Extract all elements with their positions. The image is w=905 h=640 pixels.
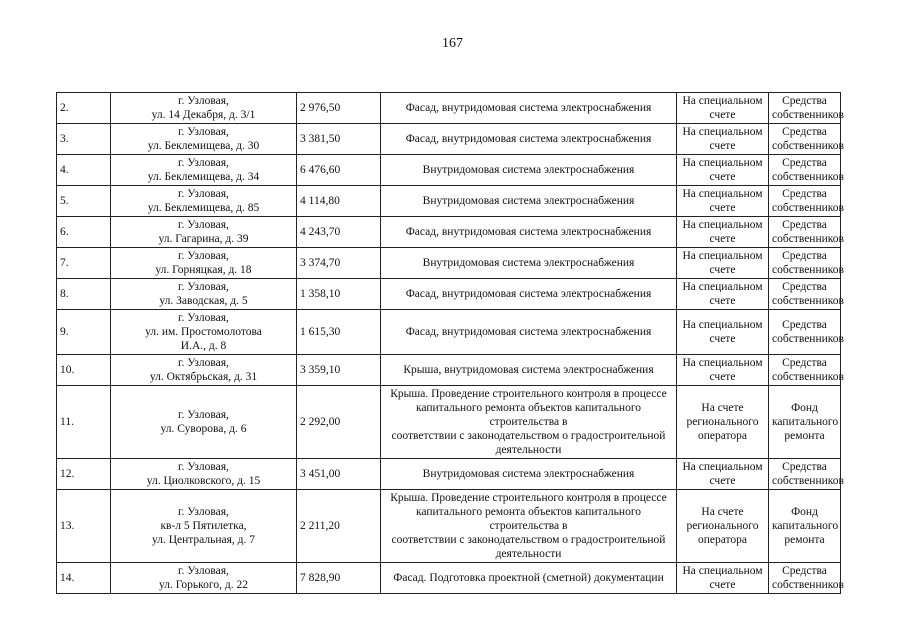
work-type-cell-line: капитального ремонта объектов капитального строительства в <box>415 402 641 428</box>
funding-source-cell <box>769 563 844 594</box>
funding-source-cell-line: Средства <box>782 565 827 577</box>
work-type-cell <box>381 186 677 217</box>
work-type-cell <box>381 217 677 248</box>
address-cell-line: ул. им. Простомолотова <box>145 326 262 338</box>
work-type-cell-line: соответствии с законодательством о градостроительной <box>391 534 666 546</box>
row-number: 4. <box>57 155 111 186</box>
table-row <box>57 279 841 310</box>
row-number: 6. <box>57 217 111 248</box>
work-type-cell-line: Внутридомовая система электроснабжения <box>422 468 635 480</box>
account-cell-line: На специальном <box>682 95 763 107</box>
funding-source-cell <box>769 248 844 279</box>
funding-source-cell <box>769 93 844 124</box>
address-cell-line: г. Узловая, <box>178 312 229 324</box>
account-cell-line: счете <box>709 109 736 121</box>
account-cell <box>677 310 769 355</box>
table-row <box>57 355 841 386</box>
funding-source-cell-line: Средства <box>782 250 827 262</box>
area-cell: 2 292,00 <box>297 386 381 459</box>
table-row <box>57 310 841 355</box>
funding-source-cell-line: собственников <box>772 171 844 183</box>
funding-source-cell-line: ремонта <box>784 534 825 546</box>
table-row <box>57 386 841 459</box>
account-cell <box>677 248 769 279</box>
funding-source-cell-line: Средства <box>782 281 827 293</box>
work-type-cell <box>381 93 677 124</box>
account-cell-line: регионального <box>686 416 759 428</box>
area-cell: 3 451,00 <box>297 459 381 490</box>
address-cell-line: ул. Беклемищева, д. 85 <box>147 202 260 214</box>
area-cell: 3 374,70 <box>297 248 381 279</box>
account-cell <box>677 155 769 186</box>
work-type-cell <box>381 459 677 490</box>
address-cell-line: ул. Гагарина, д. 39 <box>158 233 249 245</box>
address-cell <box>111 155 297 186</box>
account-cell-line: счете <box>709 233 736 245</box>
row-number: 2. <box>57 93 111 124</box>
address-cell-line: г. Узловая, <box>178 461 229 473</box>
account-cell-line: регионального <box>686 520 759 532</box>
account-cell-line: оператора <box>697 430 748 442</box>
account-cell-line: На счете <box>701 506 744 518</box>
address-cell <box>111 459 297 490</box>
address-cell-line: г. Узловая, <box>178 409 229 421</box>
work-type-cell-line: Фасад, внутридомовая система электроснабжения <box>405 133 652 145</box>
funding-source-cell-line: собственников <box>772 295 844 307</box>
account-cell-line: На специальном <box>682 319 763 331</box>
area-cell: 6 476,60 <box>297 155 381 186</box>
funding-source-cell-line: капитального <box>772 520 839 532</box>
work-type-cell <box>381 563 677 594</box>
account-cell <box>677 217 769 248</box>
work-type-cell-line: Крыша. Проведение строительного контроля в процессе <box>390 492 667 504</box>
funding-source-cell-line: Средства <box>782 188 827 200</box>
funding-source-cell-line: собственников <box>772 475 844 487</box>
account-cell-line: счете <box>709 295 736 307</box>
funding-source-cell <box>769 155 844 186</box>
account-cell <box>677 386 769 459</box>
account-cell-line: счете <box>709 202 736 214</box>
address-cell-line: г. Узловая, <box>178 95 229 107</box>
address-cell-line: ул. Центральная, д. 7 <box>151 534 256 546</box>
account-cell <box>677 459 769 490</box>
work-type-cell <box>381 355 677 386</box>
row-number: 12. <box>57 459 111 490</box>
address-cell-line: г. Узловая, <box>178 219 229 231</box>
address-cell-line: ул. Суворова, д. 6 <box>160 423 247 435</box>
funding-source-cell-line: собственников <box>772 202 844 214</box>
work-type-cell-line: Фасад, внутридомовая система электроснабжения <box>405 326 652 338</box>
work-type-cell-line: Внутридомовая система электроснабжения <box>422 164 635 176</box>
address-cell <box>111 310 297 355</box>
account-cell-line: счете <box>709 333 736 345</box>
address-cell-line: г. Узловая, <box>178 157 229 169</box>
funding-source-cell-line: собственников <box>772 333 844 345</box>
work-type-cell <box>381 248 677 279</box>
account-cell <box>677 124 769 155</box>
account-cell-line: На специальном <box>682 357 763 369</box>
funding-source-cell-line: собственников <box>772 264 844 276</box>
area-cell: 2 976,50 <box>297 93 381 124</box>
work-type-cell-line: деятельности <box>495 444 562 456</box>
address-cell-line: г. Узловая, <box>178 188 229 200</box>
address-cell-line: ул. Горького, д. 22 <box>159 579 248 591</box>
funding-source-cell-line: Средства <box>782 357 827 369</box>
work-type-cell <box>381 490 677 563</box>
table-row <box>57 563 841 594</box>
account-cell <box>677 563 769 594</box>
address-cell-line: ул. Заводская, д. 5 <box>159 295 248 307</box>
table-row <box>57 248 841 279</box>
work-type-cell-line: Фасад, внутридомовая система электроснабжения <box>405 226 652 238</box>
table-row <box>57 93 841 124</box>
work-type-cell <box>381 279 677 310</box>
area-cell: 7 828,90 <box>297 563 381 594</box>
work-type-cell-line: соответствии с законодательством о градостроительной <box>391 430 666 442</box>
address-cell <box>111 186 297 217</box>
address-cell-line: ул. Циолковского, д. 15 <box>146 475 261 487</box>
area-cell: 4 243,70 <box>297 217 381 248</box>
funding-source-cell-line: Средства <box>782 461 827 473</box>
row-number: 8. <box>57 279 111 310</box>
account-cell-line: На специальном <box>682 565 763 577</box>
account-cell-line: На специальном <box>682 281 763 293</box>
row-number: 3. <box>57 124 111 155</box>
funding-source-cell-line: собственников <box>772 579 844 591</box>
funding-source-cell <box>769 279 844 310</box>
address-cell-line: г. Узловая, <box>178 506 229 518</box>
address-cell <box>111 248 297 279</box>
table-row <box>57 186 841 217</box>
work-type-cell <box>381 124 677 155</box>
account-cell-line: На специальном <box>682 126 763 138</box>
work-type-cell-line: Фасад, внутридомовая система электроснабжения <box>405 102 652 114</box>
row-number: 9. <box>57 310 111 355</box>
account-cell-line: счете <box>709 579 736 591</box>
work-type-cell-line: Внутридомовая система электроснабжения <box>422 195 635 207</box>
account-cell-line: На специальном <box>682 219 763 231</box>
account-cell-line: На специальном <box>682 461 763 473</box>
area-cell: 2 211,20 <box>297 490 381 563</box>
row-number: 14. <box>57 563 111 594</box>
address-cell-line: кв-л 5 Пятилетка, <box>160 520 247 532</box>
repair-plan-table <box>56 92 844 594</box>
work-type-cell-line: Фасад, внутридомовая система электроснабжения <box>405 288 652 300</box>
funding-source-cell-line: собственников <box>772 140 844 152</box>
page-number: 167 <box>442 36 463 51</box>
account-cell-line: счете <box>709 264 736 276</box>
account-cell <box>677 186 769 217</box>
address-cell <box>111 355 297 386</box>
table-row <box>57 155 841 186</box>
account-cell <box>677 279 769 310</box>
funding-source-cell-line: Средства <box>782 157 827 169</box>
account-cell-line: счете <box>709 171 736 183</box>
row-number: 5. <box>57 186 111 217</box>
funding-source-cell <box>769 310 844 355</box>
area-cell: 1 615,30 <box>297 310 381 355</box>
funding-source-cell-line: ремонта <box>784 430 825 442</box>
area-cell: 4 114,80 <box>297 186 381 217</box>
work-type-cell-line: деятельности <box>495 548 562 560</box>
funding-source-cell <box>769 386 841 459</box>
funding-source-cell-line: собственников <box>772 233 844 245</box>
address-cell-line: г. Узловая, <box>178 281 229 293</box>
account-cell-line: счете <box>709 475 736 487</box>
funding-source-cell-line: Средства <box>782 319 827 331</box>
table-row <box>57 217 841 248</box>
work-type-cell-line: Крыша, внутридомовая система электроснабжения <box>403 364 654 376</box>
row-number: 10. <box>57 355 111 386</box>
work-type-cell-line: Фасад. Подготовка проектной (сметной) документации <box>393 572 664 584</box>
area-cell: 3 359,10 <box>297 355 381 386</box>
address-cell-line: г. Узловая, <box>178 565 229 577</box>
address-cell-line: И.А., д. 8 <box>180 340 227 352</box>
work-type-cell-line: Внутридомовая система электроснабжения <box>422 257 635 269</box>
funding-source-cell <box>769 124 844 155</box>
funding-source-cell-line: собственников <box>772 109 844 121</box>
area-cell: 1 358,10 <box>297 279 381 310</box>
address-cell <box>111 490 297 563</box>
address-cell-line: г. Узловая, <box>178 126 229 138</box>
funding-source-cell <box>769 355 844 386</box>
account-cell-line: На счете <box>701 402 744 414</box>
funding-source-cell <box>769 186 844 217</box>
funding-source-cell <box>769 490 841 563</box>
table-row <box>57 124 841 155</box>
row-number: 7. <box>57 248 111 279</box>
address-cell-line: ул. Горняцкая, д. 18 <box>155 264 252 276</box>
address-cell-line: ул. 14 Декабря, д. 3/1 <box>151 109 256 121</box>
address-cell <box>111 124 297 155</box>
funding-source-cell-line: Фонд <box>791 402 818 414</box>
account-cell-line: На специальном <box>682 188 763 200</box>
table-row <box>57 459 841 490</box>
work-type-cell <box>381 386 677 459</box>
address-cell <box>111 93 297 124</box>
row-number: 11. <box>57 386 111 459</box>
work-type-cell <box>381 310 677 355</box>
address-cell <box>111 217 297 248</box>
funding-source-cell-line: собственников <box>772 371 844 383</box>
account-cell-line: оператора <box>697 534 748 546</box>
address-cell <box>111 279 297 310</box>
address-cell <box>111 563 297 594</box>
account-cell-line: счете <box>709 371 736 383</box>
address-cell-line: г. Узловая, <box>178 250 229 262</box>
address-cell <box>111 386 297 459</box>
row-number: 13. <box>57 490 111 563</box>
work-type-cell-line: капитального ремонта объектов капитального строительства в <box>415 506 641 532</box>
work-type-cell-line: Крыша. Проведение строительного контроля в процессе <box>390 388 667 400</box>
address-cell-line: ул. Беклемищева, д. 34 <box>147 171 260 183</box>
funding-source-cell-line: капитального <box>772 416 839 428</box>
account-cell-line: счете <box>709 140 736 152</box>
account-cell <box>677 490 769 563</box>
table-row <box>57 490 841 563</box>
funding-source-cell-line: Средства <box>782 126 827 138</box>
account-cell <box>677 355 769 386</box>
funding-source-cell-line: Средства <box>782 219 827 231</box>
funding-source-cell-line: Фонд <box>791 506 818 518</box>
address-cell-line: г. Узловая, <box>178 357 229 369</box>
funding-source-cell-line: Средства <box>782 95 827 107</box>
work-type-cell <box>381 155 677 186</box>
account-cell <box>677 93 769 124</box>
funding-source-cell <box>769 217 844 248</box>
area-cell: 3 381,50 <box>297 124 381 155</box>
account-cell-line: На специальном <box>682 250 763 262</box>
account-cell-line: На специальном <box>682 157 763 169</box>
funding-source-cell <box>769 459 844 490</box>
table-body <box>57 93 844 594</box>
address-cell-line: ул. Беклемищева, д. 30 <box>147 140 260 152</box>
address-cell-line: ул. Октябрьская, д. 31 <box>149 371 258 383</box>
